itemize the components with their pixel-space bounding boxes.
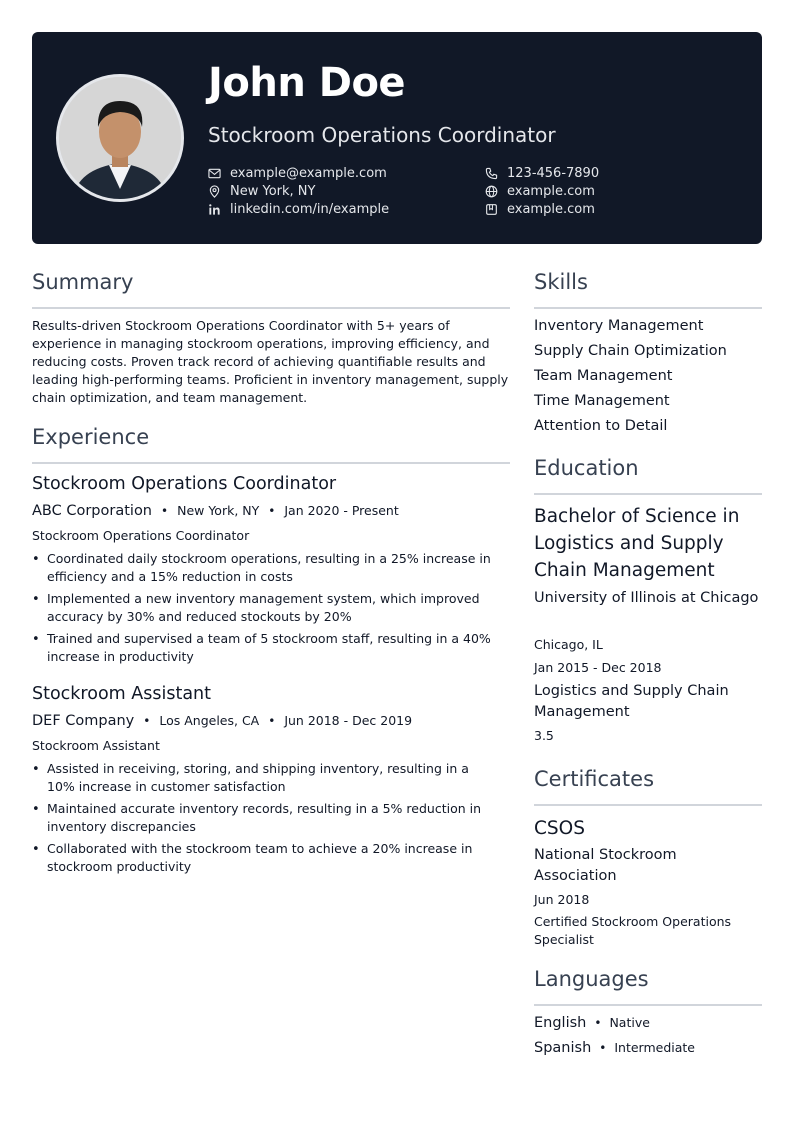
globe-icon (485, 185, 498, 198)
experience-heading: Experience (32, 425, 150, 449)
separator-dot: • (143, 714, 151, 728)
separator-dot: • (599, 1041, 607, 1055)
skill-item: Team Management (534, 368, 673, 384)
contact-linkedin-text: linkedin.com/in/example (230, 202, 390, 217)
resume-header (32, 32, 762, 244)
job-subtitle: Stockroom Assistant (32, 738, 160, 753)
job-meta (32, 713, 412, 729)
job-bullet: • Implemented a new inventory management system, which improved accuracy by 30% and reduced stockouts by 20% (32, 590, 492, 626)
linkedin-icon (208, 203, 221, 216)
certificates-heading: Certificates (534, 767, 655, 791)
job-bullet: • Collaborated with the stockroom team to achieve a 20% increase in stockroom productivity (32, 840, 492, 876)
separator-dot: • (161, 504, 169, 518)
job-dates: Jan 2020 - Present (284, 503, 399, 518)
language-item (534, 1015, 650, 1031)
job-bullet: • Trained and supervised a team of 5 stockroom staff, resulting in a 40% increase in productivity (32, 630, 492, 666)
job-title: Stockroom Assistant (32, 684, 211, 704)
contact-phone[interactable] (485, 166, 599, 181)
skill-item: Inventory Management (534, 318, 704, 334)
contact-location-text: New York, NY (230, 184, 316, 199)
language-level: Native (609, 1015, 650, 1030)
experience-divider (32, 462, 510, 464)
contact-linkedin[interactable] (208, 202, 389, 217)
language-item (534, 1040, 695, 1056)
certificates-divider (534, 804, 762, 806)
skills-divider (534, 307, 762, 309)
contact-email-text: example@example.com (230, 166, 387, 181)
language-level: Intermediate (614, 1040, 695, 1055)
education-location: Chicago, IL (534, 637, 603, 652)
certificate-description: Certified Stockroom Operations Specialist (534, 914, 732, 947)
candidate-name: John Doe (208, 60, 406, 106)
language-name: Spanish (534, 1040, 592, 1056)
certificate-issuer: National Stockroom Association (534, 847, 677, 884)
contact-portfolio[interactable] (485, 202, 595, 217)
job-bullet: • Assisted in receiving, storing, and shipping inventory, resulting in a 10% increase in customer satisfaction (32, 760, 492, 796)
contact-location (208, 184, 315, 199)
languages-heading: Languages (534, 967, 649, 991)
candidate-role: Stockroom Operations Coordinator (208, 123, 556, 147)
job-location: Los Angeles, CA (159, 713, 260, 728)
summary-divider (32, 307, 510, 309)
education-field: Logistics and Supply Chain Management (534, 683, 729, 720)
job-meta (32, 503, 399, 519)
contact-website-text: example.com (507, 184, 595, 199)
education-heading: Education (534, 456, 639, 480)
languages-divider (534, 1004, 762, 1006)
contact-phone-text: 123-456-7890 (507, 166, 600, 181)
education-degree: Bachelor of Science in Logistics and Supply Chain Management (534, 506, 740, 581)
map-pin-icon (208, 185, 221, 198)
phone-icon (485, 167, 498, 180)
summary-text: Results-driven Stockroom Operations Coordinator with 5+ years of experience in managing stockroom operations, improving efficiency, and reducing costs. Proven track record of achieving quantifiable results and leading high-performing teams. Proficient in inventory management, supply chain optimization, and team management. (32, 318, 509, 405)
contact-portfolio-text: example.com (507, 202, 595, 217)
summary-heading: Summary (32, 270, 134, 294)
job-company: DEF Company (32, 713, 135, 729)
skill-item: Attention to Detail (534, 418, 668, 434)
education-school: University of Illinois at Chicago (534, 590, 759, 606)
job-company: ABC Corporation (32, 503, 153, 519)
job-location: New York, NY (177, 503, 260, 518)
mail-icon (208, 167, 221, 180)
language-name: English (534, 1015, 587, 1031)
job-bullet: • Maintained accurate inventory records, resulting in a 5% reduction in inventory discrepancies (32, 800, 492, 836)
education-divider (534, 493, 762, 495)
contact-email[interactable] (208, 166, 387, 181)
separator-dot: • (268, 504, 276, 518)
separator-dot: • (268, 714, 276, 728)
education-gpa: 3.5 (534, 728, 554, 743)
profile-photo (56, 74, 184, 202)
skill-item: Supply Chain Optimization (534, 343, 727, 359)
certificate-date: Jun 2018 (534, 892, 590, 907)
job-title: Stockroom Operations Coordinator (32, 474, 337, 494)
separator-dot: • (594, 1016, 602, 1030)
education-dates: Jan 2015 - Dec 2018 (534, 660, 662, 675)
job-subtitle: Stockroom Operations Coordinator (32, 528, 250, 543)
skill-item: Time Management (534, 393, 670, 409)
skills-heading: Skills (534, 270, 588, 294)
certificate-name: CSOS (534, 818, 585, 839)
job-dates: Jun 2018 - Dec 2019 (284, 713, 413, 728)
contact-website[interactable] (485, 184, 595, 199)
bookmark-icon (485, 203, 498, 216)
job-bullet: • Coordinated daily stockroom operations, resulting in a 25% increase in efficiency and a 15% reduction in costs (32, 550, 492, 586)
